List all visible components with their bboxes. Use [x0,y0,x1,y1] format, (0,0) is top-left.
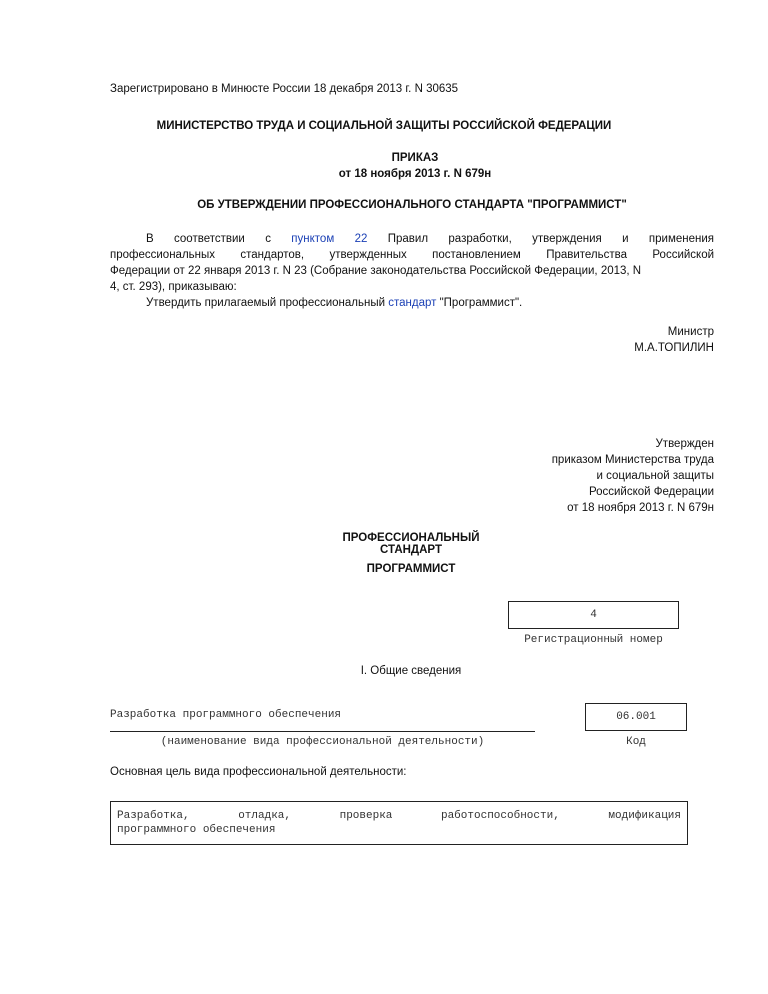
approved-line: от 18 ноября 2013 г. N 679н [567,502,714,514]
activity-name: Разработка программного обеспечения [110,709,342,721]
word: работоспособности, [440,810,560,822]
word: разработки, [448,233,512,245]
activity-underline [110,731,535,732]
word: с [265,233,271,245]
word: стандартов, [240,249,305,261]
order-date-number: от 18 ноября 2013 г. N 679н [338,168,492,180]
word: Разработка, [117,810,190,822]
word: проверка [339,810,393,822]
goal-line-2: программного обеспечения [117,824,276,836]
signature-position: Министр [667,326,714,338]
word: модификация [608,810,682,822]
registration-note: Зарегистрировано в Минюсте России 18 декабря 2013 г. N 30635 [110,83,459,95]
order-title: ПРИКАЗ [391,152,439,164]
word: Российской [652,249,715,261]
body-line-4: 4, ст. 293), приказываю: [110,281,237,293]
standard-link[interactable]: стандарт [388,297,437,309]
word: утверждения [532,233,602,245]
activity-caption: (наименование вида профессиональной деятельности) [160,736,485,748]
word: постановлением [432,249,521,261]
approve-text-end: "Программист". [436,297,523,309]
code-box: 06.001 [585,703,687,731]
word: профессиональных [110,249,216,261]
standard-name: ПРОГРАММИСТ [366,563,456,575]
signature-name: М.А.ТОПИЛИН [634,342,714,354]
word: отладка, [238,810,292,822]
word: Правительства [546,249,628,261]
order-subject: ОБ УТВЕРЖДЕНИИ ПРОФЕССИОНАЛЬНОГО СТАНДАРТА "ПРОГРАММИСТ" [197,199,627,211]
body-line-3: Федерации от 22 января 2013 г. N 23 (Собрание законодательства Российской Федерации, 2013, N [110,265,642,277]
code-label: Код [626,736,646,748]
body-line-2 [110,247,714,263]
standard-title: ПРОФЕССИОНАЛЬНЫЙ СТАНДАРТ [342,532,480,556]
approve-sentence [110,295,714,311]
ministry-heading: МИНИСТЕРСТВО ТРУДА И СОЦИАЛЬНОЙ ЗАЩИТЫ РОССИЙСКОЙ ФЕДЕРАЦИИ [156,120,612,132]
word: и [622,233,629,245]
word: В [146,233,154,245]
approved-line: приказом Министерства труда [551,454,714,466]
body-line-1 [110,231,714,247]
registration-number-box: 4 [508,601,679,629]
registration-number-label: Регистрационный номер [524,634,663,646]
goal-line-1 [117,809,681,823]
goal-box [110,801,688,845]
approved-line: Российской Федерации [588,486,714,498]
order-body [110,231,714,311]
approved-block [552,436,714,516]
goal-heading: Основная цель вида профессиональной деятельности: [110,766,407,778]
word: Правил [387,233,429,245]
approved-line: Утвержден [655,438,714,450]
point-22-link[interactable]: пунктом 22 [291,233,368,245]
approved-line: и социальной защиты [596,470,714,482]
word: утвержденных [329,249,407,261]
approve-text: Утвердить прилагаемый профессиональный [146,297,389,309]
word: соответствии [174,233,245,245]
word: применения [648,233,714,245]
section-heading: I. Общие сведения [360,665,462,677]
